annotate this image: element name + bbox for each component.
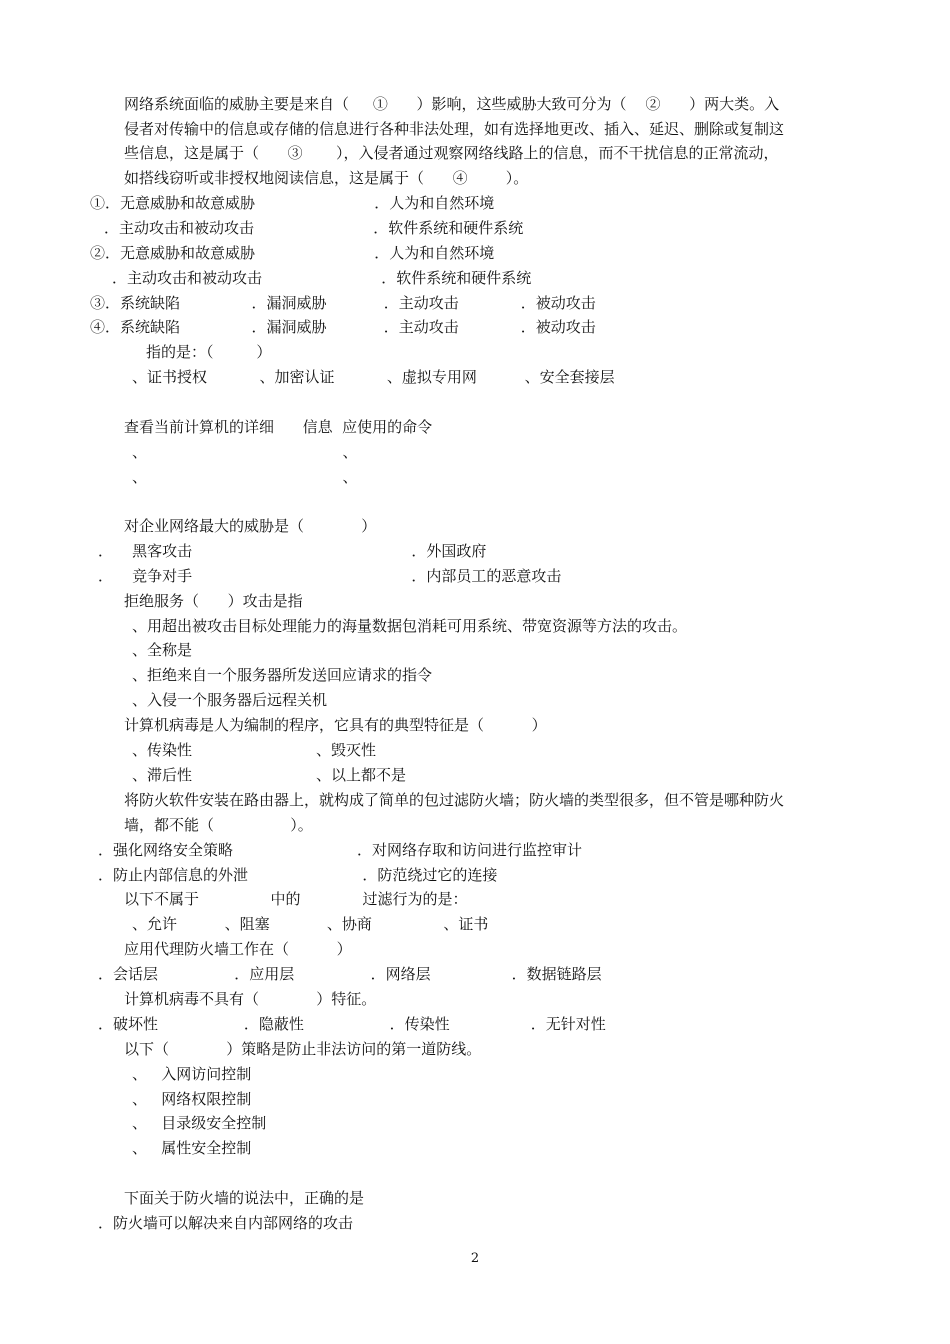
option-line: ．强化网络安全策略 ．对网络存取和访问进行监控审计 (98, 841, 582, 859)
question-line: 将防火软件安装在路由器上，就构成了简单的包过滤防火墙；防火墙的类型很多，但不管是哪种防火 (124, 791, 785, 809)
question-line: 墙，都不能（ ）。 (124, 816, 313, 834)
question-line: 对企业网络最大的威胁是（ ） (124, 517, 377, 535)
question-line: 指的是：（ ） (146, 343, 272, 361)
option-line: 、传染性 、毁灭性 (132, 741, 376, 759)
page-number: 2 (470, 1251, 480, 1266)
option-line: ．破坏性 ．隐蔽性 ．传染性 ．无针对性 (98, 1015, 606, 1033)
option-line: ．主动攻击和被动攻击 ．软件系统和硬件系统 (104, 219, 524, 237)
option-line: 、 目录级安全控制 (132, 1114, 267, 1132)
text-line: 些信息，这是属于（ ③ ），入侵者通过观察网络线路上的信息，而不干扰信息的正常流动， (124, 144, 779, 162)
question-line: 查看当前计算机的详细 信息 应使用的命令 (124, 418, 433, 436)
question-line: 应用代理防火墙工作在（ ） (124, 940, 352, 958)
option-line: ． 竞争对手 ．内部员工的恶意攻击 (98, 567, 562, 585)
question-line: 计算机病毒是人为编制的程序，它具有的典型特征是（ ） (124, 716, 547, 734)
question-line: 以下（ ）策略是防止非法访问的第一道防线。 (124, 1040, 482, 1058)
option-line: 、 入网访问控制 (132, 1065, 252, 1083)
option-line: 、滞后性 、以上都不是 (132, 766, 406, 784)
option-line: 、全称是 (132, 641, 193, 659)
option-line: ． 黑客攻击 ．外国政府 (98, 542, 487, 560)
option-line: 、用超出被攻击目标处理能力的海量数据包消耗可用系统、带宽资源等方法的攻击。 (132, 617, 688, 635)
question-line: 拒绝服务（ ）攻击是指 (124, 592, 303, 610)
question-line: 计算机病毒不具有（ ）特征。 (124, 990, 377, 1008)
option-line: 、证书授权 、加密认证 、虚拟专用网 、安全套接层 (132, 368, 615, 386)
option-line: 、 、 (132, 443, 358, 461)
option-line: ②．无意威胁和故意威胁 ．人为和自然环境 (90, 244, 495, 262)
option-line: 、 、 (132, 468, 358, 486)
option-line: 、入侵一个服务器后远程关机 (132, 691, 328, 709)
option-line: 、允许 、阻塞 、协商 、证书 (132, 915, 489, 933)
question-line: 以下不属于 中的 过滤行为的是： (124, 890, 468, 908)
option-line: 、拒绝来自一个服务器所发送回应请求的指令 (132, 666, 433, 684)
option-line: ①．无意威胁和故意威胁 ．人为和自然环境 (90, 194, 495, 212)
option-line: ．防火墙可以解决来自内部网络的攻击 (98, 1214, 354, 1232)
option-line: ．会话层 ．应用层 ．网络层 ．数据链路层 (98, 965, 602, 983)
option-line: ④．系统缺陷 ．漏洞威胁 ．主动攻击 ．被动攻击 (90, 318, 596, 336)
option-line: ．主动攻击和被动攻击 ．软件系统和硬件系统 (112, 269, 532, 287)
question-line: 下面关于防火墙的说法中，正确的是 (124, 1189, 365, 1207)
option-line: ③．系统缺陷 ．漏洞威胁 ．主动攻击 ．被动攻击 (90, 294, 596, 312)
option-line: 、 网络权限控制 (132, 1090, 252, 1108)
option-line: 、 属性安全控制 (132, 1139, 252, 1157)
text-line: 网络系统面临的威胁主要是来自（ ① ）影响，这些威胁大致可分为（ ② ）两大类。入 (124, 95, 780, 113)
text-line: 侵者对传输中的信息或存储的信息进行各种非法处理，如有选择地更改、插入、延迟、删除或复制这 (124, 120, 785, 138)
text-line: 如搭线窃听或非授权地阅读信息，这是属于（ ④ ）。 (124, 169, 529, 187)
option-line: ．防止内部信息的外泄 ．防范绕过它的连接 (98, 866, 498, 884)
